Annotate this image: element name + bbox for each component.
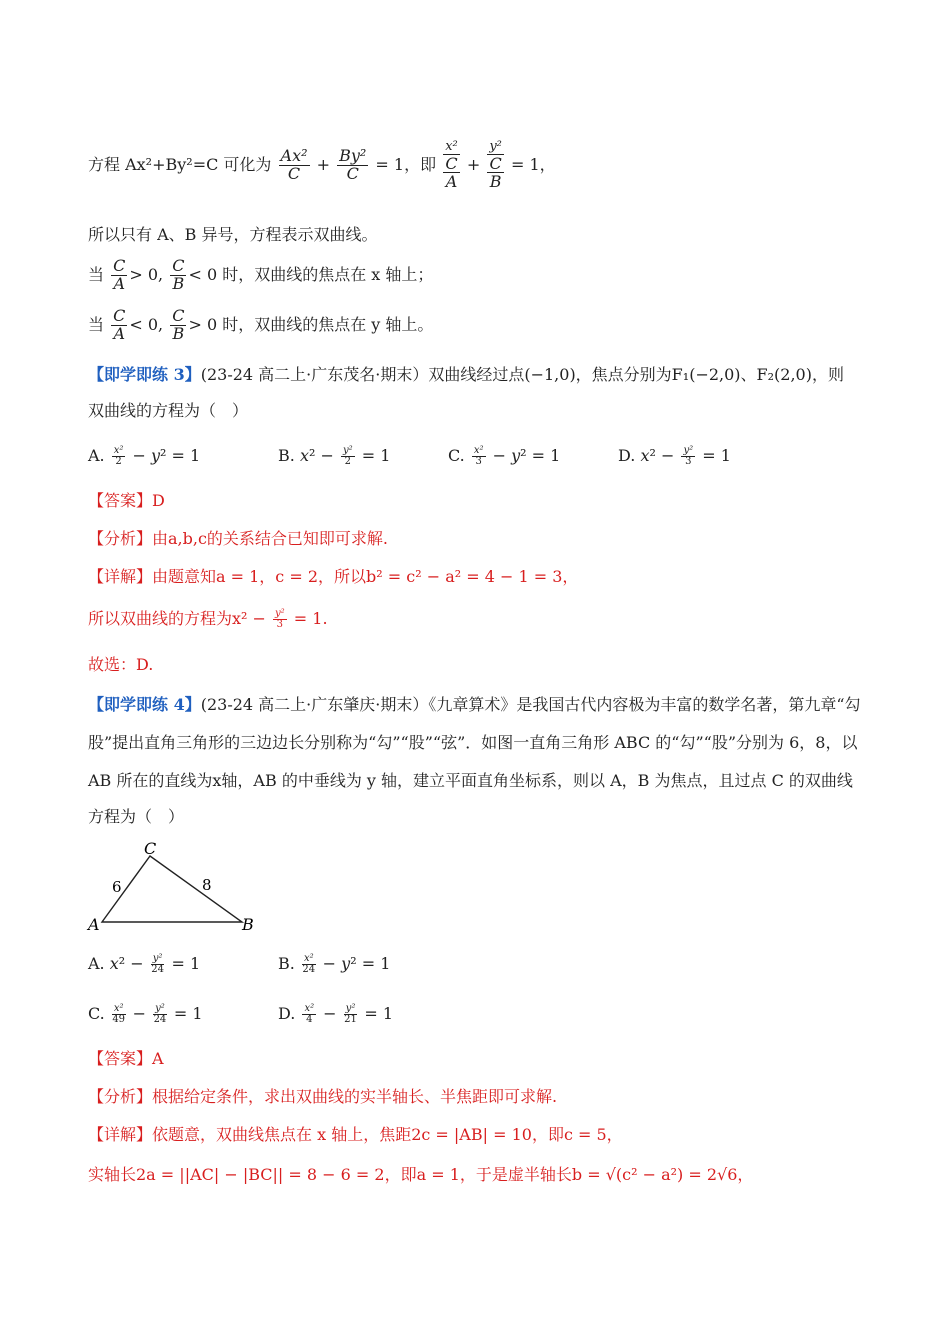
q4-option-a[interactable]: A. x² − $\frac{\text{y²}}{24}$ = 1 [88,952,201,975]
q3-stem-line1: 【即学即练 3】(23-24 高二上·广东茂名·期末）双曲线经过点(−1,0)，焦点分别为F₁(−2,0)、F₂(2,0)，则 [88,365,844,384]
q4-stem-line1: 【即学即练 4】(23-24 高二上·广东肇庆·期末）《九章算术》是我国古代内容极为丰富的数学名著，第九章“勾 [88,695,861,714]
q4-stem-line4: 方程为（ ） [88,807,185,826]
fraction-ax2-c: $\frac{\text{Ax²}}{C}$ [280,146,308,184]
q3-option-c[interactable]: C. $\frac{\text{x²}}{3}$ − y² = 1 [448,444,561,467]
q4-stem-line2: 股”提出直角三角形的三边边长分别称为“勾”“股”“弦”．如图一直角三角形 ABC 的“勾”“股”分别为 6，8，以 [88,733,858,752]
q3-detail: 【详解】由题意知a = 1，c = 2，所以b² = c² − a² = 4 − 1 = 3， [88,567,579,586]
q4-option-b[interactable]: B. $\frac{\text{x²}}{24}$ − y² = 1 [278,952,391,975]
q3-option-d[interactable]: D. x² − $\frac{\text{y²}}{3}$ = 1 [618,444,731,467]
q3-tag: 【即学即练 3】 [88,365,201,384]
q3-answer: 【答案】D [88,491,165,510]
vertex-b-label: B [242,915,254,934]
q4-detail: 【详解】依题意，双曲线焦点在 x 轴上，焦距2c = |AB| = 10，即c = 5， [88,1125,623,1144]
q3-conclusion: 故选：D. [88,655,154,674]
equation-mid: ，即 [404,155,437,175]
q4-option-c[interactable]: C. $\frac{\text{x²}}{49}$ − $\frac{\text{y²}}{24}$ = 1 [88,1002,203,1025]
q4-stem-line3: AB 所在的直线为x轴，AB 的中垂线为 y 轴，建立平面直角坐标系，则以 A，B 为焦点，且过点 C 的双曲线 [88,771,853,790]
q3-option-a[interactable]: A. $\frac{\text{x²}}{2}$ − y² = 1 [88,444,201,467]
explanation-line: 所以只有 A、B 异号，方程表示双曲线。 [88,225,378,244]
q3-option-b[interactable]: B. x² − $\frac{\text{y²}}{2}$ = 1 [278,444,391,467]
fraction-y2-over-c-b: $\frac{\text{y²}}{\frac{C}{B}}$ [489,139,502,192]
fraction-by2-c: $\frac{\text{By²}}{C}$ [339,146,367,184]
vertex-a-label: A [88,915,100,934]
triangle-abc-figure [84,836,264,936]
side-bc-label: 8 [202,876,212,894]
equation-transform: 方程 Ax²+By²=C 可化为 $\frac{\text{Ax²}}{C}$ + $\frac{\text{By²}}{C}$ = 1，即 $\frac{\text{x²}}{\frac{C}{A}}$ + $\frac{\text{y²}}{\frac{C}{B}}$ = 1， [88,139,556,192]
case-x-axis: 当 $\frac{C}{A}$ > 0, $\frac{C}{B}$ < 0 时，双曲线的焦点在 x 轴上； [88,256,434,293]
q3-stem-line2: 双曲线的方程为（ ） [88,401,249,420]
fraction-x2-over-c-a: $\frac{\text{x²}}{\frac{C}{A}}$ [445,139,458,192]
q4-analysis: 【分析】根据给定条件，求出双曲线的实半轴长、半焦距即可求解. [88,1087,558,1106]
case-y-axis: 当 $\frac{C}{A}$ < 0, $\frac{C}{B}$ > 0 时，双曲线的焦点在 y 轴上。 [88,306,434,343]
q4-option-d[interactable]: D. $\frac{\text{x²}}{4}$ − $\frac{\text{y²}}{21}$ = 1 [278,1002,394,1025]
q3-analysis: 【分析】由a,b,c的关系结合已知即可求解. [88,529,389,548]
side-ac-label: 6 [112,878,122,896]
q4-detail-line2: 实轴长2a = ||AC| − |BC|| = 8 − 6 = 2，即a = 1，于是虚半轴长b = √(c² − a²) = 2√6， [88,1165,754,1184]
equation-prefix: 方程 Ax²+By²=C 可化为 [88,155,272,175]
triangle-outline [102,856,242,922]
q4-answer: 【答案】A [88,1049,164,1068]
q4-tag: 【即学即练 4】 [88,695,201,714]
vertex-c-label: C [144,839,157,858]
q3-detail-equation: 所以双曲线的方程为x² − $\frac{\text{y²}}{3}$ = 1. [88,607,328,630]
